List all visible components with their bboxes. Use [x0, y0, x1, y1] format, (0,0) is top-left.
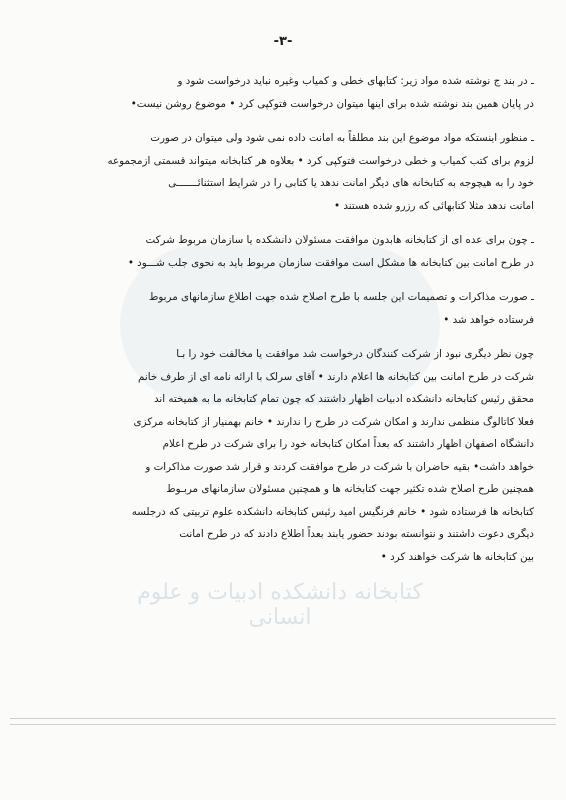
paragraph-3	[38, 229, 534, 274]
text-line: فرستاده خواهد شد •	[443, 313, 534, 326]
text-line: همچنین طرح اصلاح شده تکثیر جهت کتابخانه ها و همچنین مسئولان سازمانهای مربـوط	[166, 483, 534, 495]
paragraph-1	[38, 70, 534, 115]
text-line: ـ صورت مذاکرات و تصمیمات این جلسه با طرح اصلاح شده جهت اطلاع سازمانهای مربوط	[148, 291, 534, 303]
text-line: ـ در بند ج نوشته شده مواد زیر: کتابهای خطی و کمیاب وغیره نباید درخواست شود و	[177, 75, 534, 87]
page-edge-line	[10, 718, 556, 719]
text-line: بین کتابخانه ها شرکت خواهند کرد •	[380, 550, 534, 563]
page-edge-line	[10, 724, 556, 725]
text-line: در طرح امانت بین کتابخانه ها مشکل است موافقت سازمان مربوط باید به نحوی جلب شـــود •	[127, 256, 534, 269]
text-line: خود را به هیچوجه به کتابخانه های دیگر امانت ندهد یا کتابی را در شرایط استثنائـــــــی	[168, 177, 534, 189]
paragraph-4	[38, 286, 534, 331]
document-body	[38, 70, 534, 580]
text-line: فعلا کاتالوگ منظمی ندارند و امکان شرکت در طرح را ندارند • خانم بهمنیار از کتابخانه مرکزی	[133, 415, 534, 428]
text-line: خواهد داشت• بقیه حاضران با شرکت در طرح موافقت کردند و قرار شد صورت مذاکرات و	[145, 460, 534, 473]
page-number: -۳-	[273, 34, 293, 49]
paragraph-2	[38, 127, 534, 217]
text-line: کتابخانه ها فرستاده شود • خانم فرنگیس امید رئیس کتابخانه دانشکده علوم تربیتی که درجلسه	[131, 505, 534, 518]
paragraph-5	[38, 343, 534, 568]
text-line: ـ منظور اینستکه مواد موضوع این بند مطلقاً به امانت داده نمی شود ولی میتوان در صورت	[150, 132, 534, 144]
watermark-text: کتابخانه دانشکده ادبیات و علوم انسانی	[137, 580, 423, 630]
text-line: دیگری دعوت داشتند و نتوانسته بودند حضور یابند بعداً اطلاع دادند که در طرح امانت	[179, 528, 534, 540]
text-line: ـ چون برای عده ای از کتابخانه هابدون موافقت مسئولان دانشکده یا سازمان مربوط شرکت	[145, 234, 534, 246]
text-line: شرکت در طرح امانت بین کتابخانه ها اعلام دارند • آقای سرلک با ارائه نامه ای از طرف خانم	[138, 370, 534, 383]
text-line: در پایان همین بند نوشته شده برای اینها میتوان درخواست فتوکپی کرد • موضوع روشن نیست•	[130, 97, 534, 110]
text-line: دانشگاه اصفهان اظهار داشتند که بعداً امکان کتابخانه خود را برای شرکت در طرح اعلام	[162, 438, 534, 450]
text-line: محقق رئیس کتابخانه دانشکده ادبیات اظهار داشتند که چون تمام کتابخانه ما به همیخته اند	[154, 393, 534, 405]
text-line: لزوم برای کتب کمیاب و خطی درخواست فتوکپی کرد • بعلاوه هر کتابخانه میتواند قسمتی ازمجموعه	[107, 154, 534, 167]
text-line: امانت ندهد مثلا کتابهائی که رزرو شده هستند •	[334, 199, 534, 212]
text-line: چون نظر دیگری نبود از شرکت کنندگان درخواست شد موافقت یا مخالفت خود را بـا	[176, 348, 534, 360]
